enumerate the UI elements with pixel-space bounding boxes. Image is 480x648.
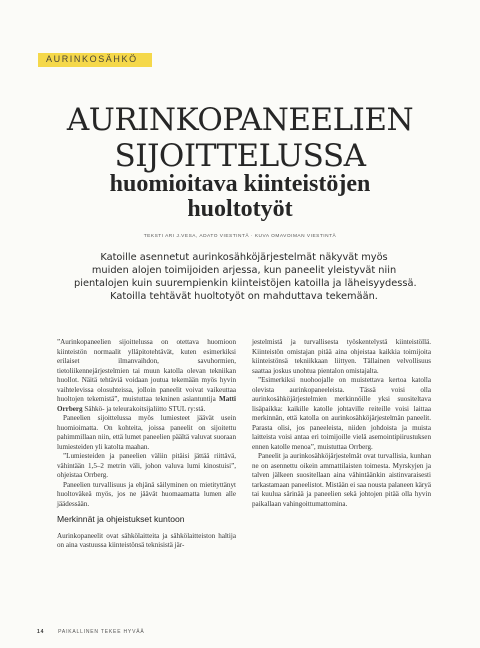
expert-name: Matti Orrberg bbox=[57, 395, 236, 413]
headline-line-1: AURINKOPANEELIEN bbox=[66, 102, 414, 138]
body-paragraph: ”Lumiesteiden ja paneelien väliin pitäisi jättää riittävä, vähintään 1,5–2 metrin väli, johon valuva lumi kinostuisi”, ohjeistaa Orrberg. bbox=[57, 452, 236, 479]
body-paragraph: Paneelien sijoittelussa myös lumiesteet jäävät usein huomioimatta. On kohteita, joissa paneelit on sijoitettu pahimmillaan niin, että lumet paneelien päältä valuvat suoraan lumiesteiden yli katolta maahan. bbox=[57, 414, 236, 451]
body-paragraph: Paneelien turvallisuus ja ehjänä säilyminen on mietityttänyt huoltoväkeä myös, jos ne jäävät huomaamatta lumen alle jäädessään. bbox=[57, 480, 236, 508]
lead-line: muiden alojen toimijoiden arjessa, kun paneelit yleistyvät niin bbox=[91, 265, 397, 276]
byline: TEKSTI ARI J.VESA, ADATO VIESTINTÄ · KUVA OMAVOIMAN VIESTINTÄ bbox=[143, 234, 337, 239]
subtitle-line-1: huomioitava kiinteistöjen bbox=[109, 171, 371, 197]
lead-line: Katoilla tehtävät huoltotyöt on mahduttava tekemään. bbox=[110, 291, 378, 302]
body-column-left bbox=[57, 338, 236, 551]
lead-paragraph bbox=[74, 251, 417, 303]
lead-line: pientalojen kuin suurempienkin kiinteistöjen katoilla ja läheisyydessä. bbox=[74, 278, 417, 289]
page-number: 14 bbox=[37, 629, 45, 635]
lead-line: Katoille asennetut aurinkosähköjärjestelmät näkyvät myös bbox=[100, 252, 388, 263]
section-tag-label: AURINKOSÄHKÖ bbox=[46, 54, 138, 64]
headline-line-2: SIJOITTELUSSA bbox=[114, 138, 366, 174]
magazine-name: PAIKALLINEN TEKEE HYVÄÄ bbox=[58, 629, 145, 635]
body-paragraph: ”Aurinkopaneelien sijoittelussa on otettava huomioon kiinteistön normaalit ylläpitotehtävät, kuten esimerkiksi erilaiset ilmanvaihdon, savuhormien, tietoliikennejärjestelmien tai muun katolla olevan tekniikan huollot. Näitä tehtäviä voidaan joutua tekemään myös hyvin vaihtelevissa olosuhteissa, jolloin paneelit voivat vaikeuttaa huoltojen tekemistä”, muistuttaa tekninen asiantuntija Matti Orrberg Sähkö- ja teleurakoitsijaliitto STUL ry:stä. bbox=[57, 338, 236, 413]
section-tag bbox=[38, 53, 152, 67]
body-paragraph: Aurinkopaneelit ovat sähkölaitteita ja sähkölaitteiston haltija on aina vastuussa kiinteistönsä teknisistä jär- bbox=[57, 531, 236, 549]
page-footer bbox=[37, 629, 144, 635]
section-heading: Merkinnät ja ohjeistukset kuntoon bbox=[57, 514, 185, 524]
body-paragraph: ”Esimerkiksi nuohoojalle on muistettava kertoa katolla olevista aurinkopaneeleista. Tässä voisi olla aurinkosähköjärjestelmien merkinnöille yksi suositeltava lisäpaikka: kaikille katolle johtaville reiteille voisi laittaa merkinnän, että katolla on aurinkosähköjärjestelmän paneelit. Parasta olisi, jos paneeleista, niiden johdoista ja muista laitteista voisi antaa eri toimijoille vielä asemointipiirustuksen ennen katolle menoa”, muistuttaa Orrberg. bbox=[252, 376, 431, 451]
body-column-right bbox=[252, 338, 431, 509]
body-paragraph: Paneelit ja aurinkosähköjärjestelmät ovat turvallisia, kunhan ne on asennettu oikein ammattilaisten toimesta. Myrskyjen ja talven jälkeen suositellaan aina vähintäänkin aistinvaraisesti tarkastamaan paneelistot. Mistään ei saa nousta palaneen käryä tai kuulua särinää ja paneelien sekä johtojen pitää olla hyvin paikallaan vahingoittumattomina. bbox=[252, 452, 431, 508]
body-paragraph: jestelmistä ja turvallisesta työskentelystä kiinteistöllä. Kiinteistön omistajan pitää aina ohjeistaa kaikkia toimijoita kiinteistönsä tekniikkaan liittyen. Tällainen velvollisuus saattaa joskus unohtua pientalon omistajalta. bbox=[252, 338, 431, 375]
subtitle-line-2: huoltotyöt bbox=[187, 196, 293, 222]
